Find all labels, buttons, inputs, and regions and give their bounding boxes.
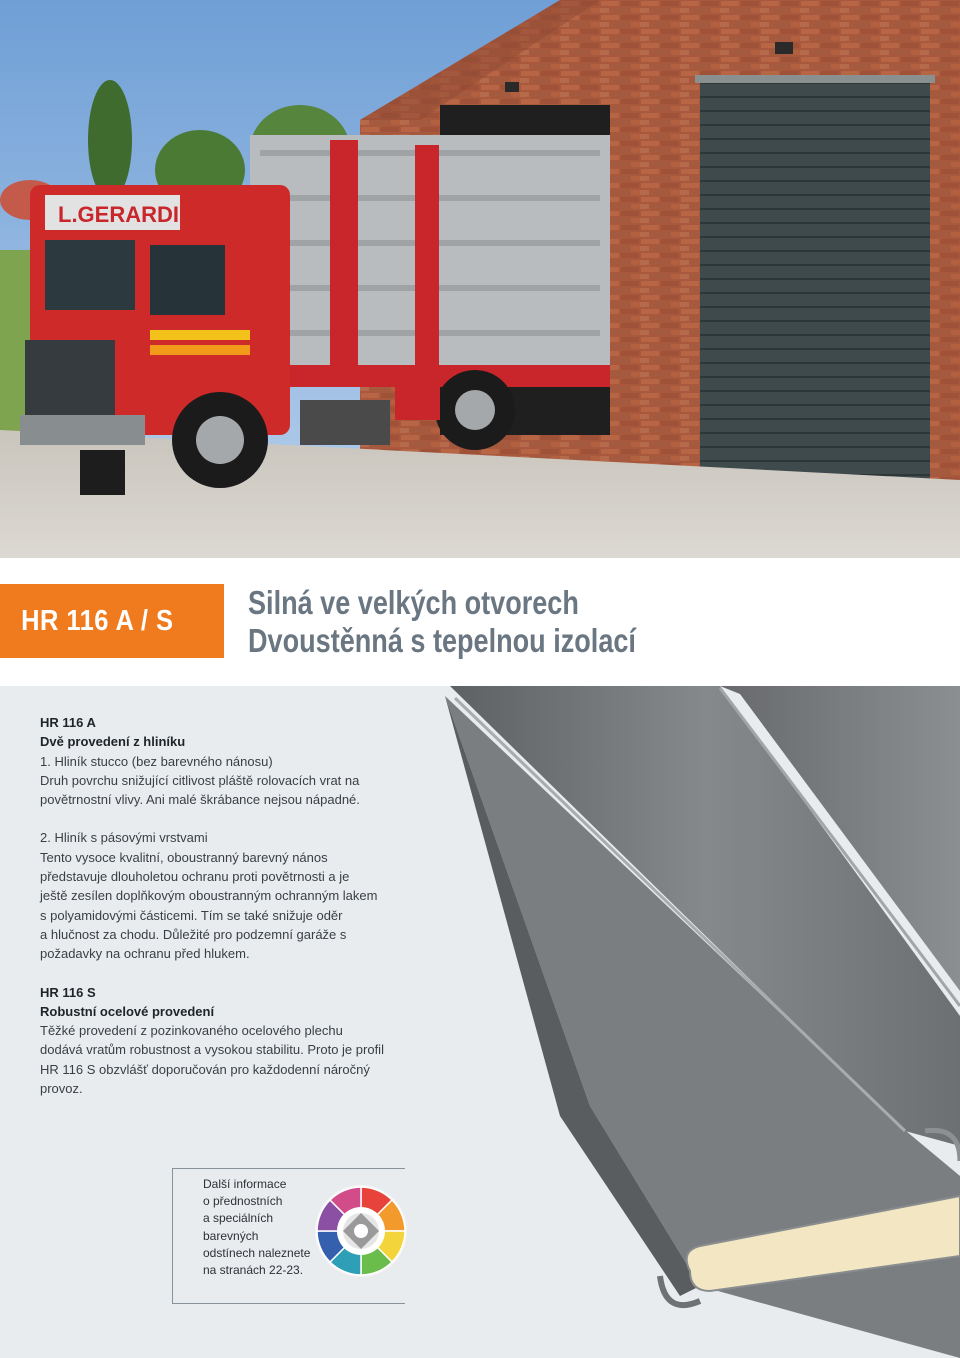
headline xyxy=(248,584,636,660)
info-line: na stranách 22-23. xyxy=(203,1263,304,1278)
headline-line-1: Silná ve velkých otvorech xyxy=(248,584,579,621)
info-line: barevných xyxy=(203,1228,259,1243)
section-s-line: dodává vratům robustnost a vysokou stabilitu. Proto je profil xyxy=(40,1042,384,1058)
section-a-title: HR 116 A xyxy=(40,715,96,730)
item-2-line: představuje dlouholetou ochranu proti povětrnosti a je xyxy=(40,869,350,885)
item-1-line: povětrnostní vlivy. Ani malé škrábance nejsou nápadné. xyxy=(40,792,360,808)
info-line: Další informace xyxy=(203,1177,287,1191)
item-2-line: požadavky na ochranu před hlukem. xyxy=(40,946,250,962)
info-line: a speciálních xyxy=(203,1211,274,1226)
color-wheel-icon xyxy=(313,1183,409,1279)
section-s-line: HR 116 S obzvlášť doporučován pro každodenní náročný xyxy=(40,1061,370,1077)
section-s-line: provoz. xyxy=(40,1081,83,1097)
description-text xyxy=(40,713,440,1098)
color-info-box xyxy=(172,1168,405,1304)
section-s-line: Těžké provedení z pozinkovaného ocelového plechu xyxy=(40,1023,343,1039)
item-2-title: 2. Hliník s pásovými vrstvami xyxy=(40,830,208,846)
item-1-title: 1. Hliník stucco (bez barevného nánosu) xyxy=(40,753,273,769)
section-s-subtitle: Robustní ocelové provedení xyxy=(40,1003,215,1019)
info-line: o přednostních xyxy=(203,1194,283,1209)
truck-photo xyxy=(0,0,960,558)
item-2-line: a hlučnost za chodu. Důležité pro podzemní garáže s xyxy=(40,926,347,942)
product-code-badge xyxy=(0,584,224,658)
headline-line-2: Dvoustěnná s tepelnou izolací xyxy=(248,622,636,659)
item-2-line: s polyamidovými částicemi. Tím se také snižuje oděr xyxy=(40,907,343,923)
truck-sign: L.GERARDI xyxy=(58,202,179,227)
content-section xyxy=(0,686,960,1358)
item-2-line: ještě zesílen doplňkovým oboustranným ochranným lakem xyxy=(40,888,378,904)
section-a-subtitle: Dvě provedení z hliníku xyxy=(40,734,186,750)
item-2-line: Tento vysoce kvalitní, oboustranný barevný nános xyxy=(40,849,328,865)
info-line: odstínech naleznete xyxy=(203,1245,311,1260)
item-1-line: Druh povrchu snižující citlivost pláště rolovacích vrat na xyxy=(40,772,360,788)
section-s-title: HR 116 S xyxy=(40,984,96,1000)
product-code: HR 116 A / S xyxy=(21,604,174,637)
